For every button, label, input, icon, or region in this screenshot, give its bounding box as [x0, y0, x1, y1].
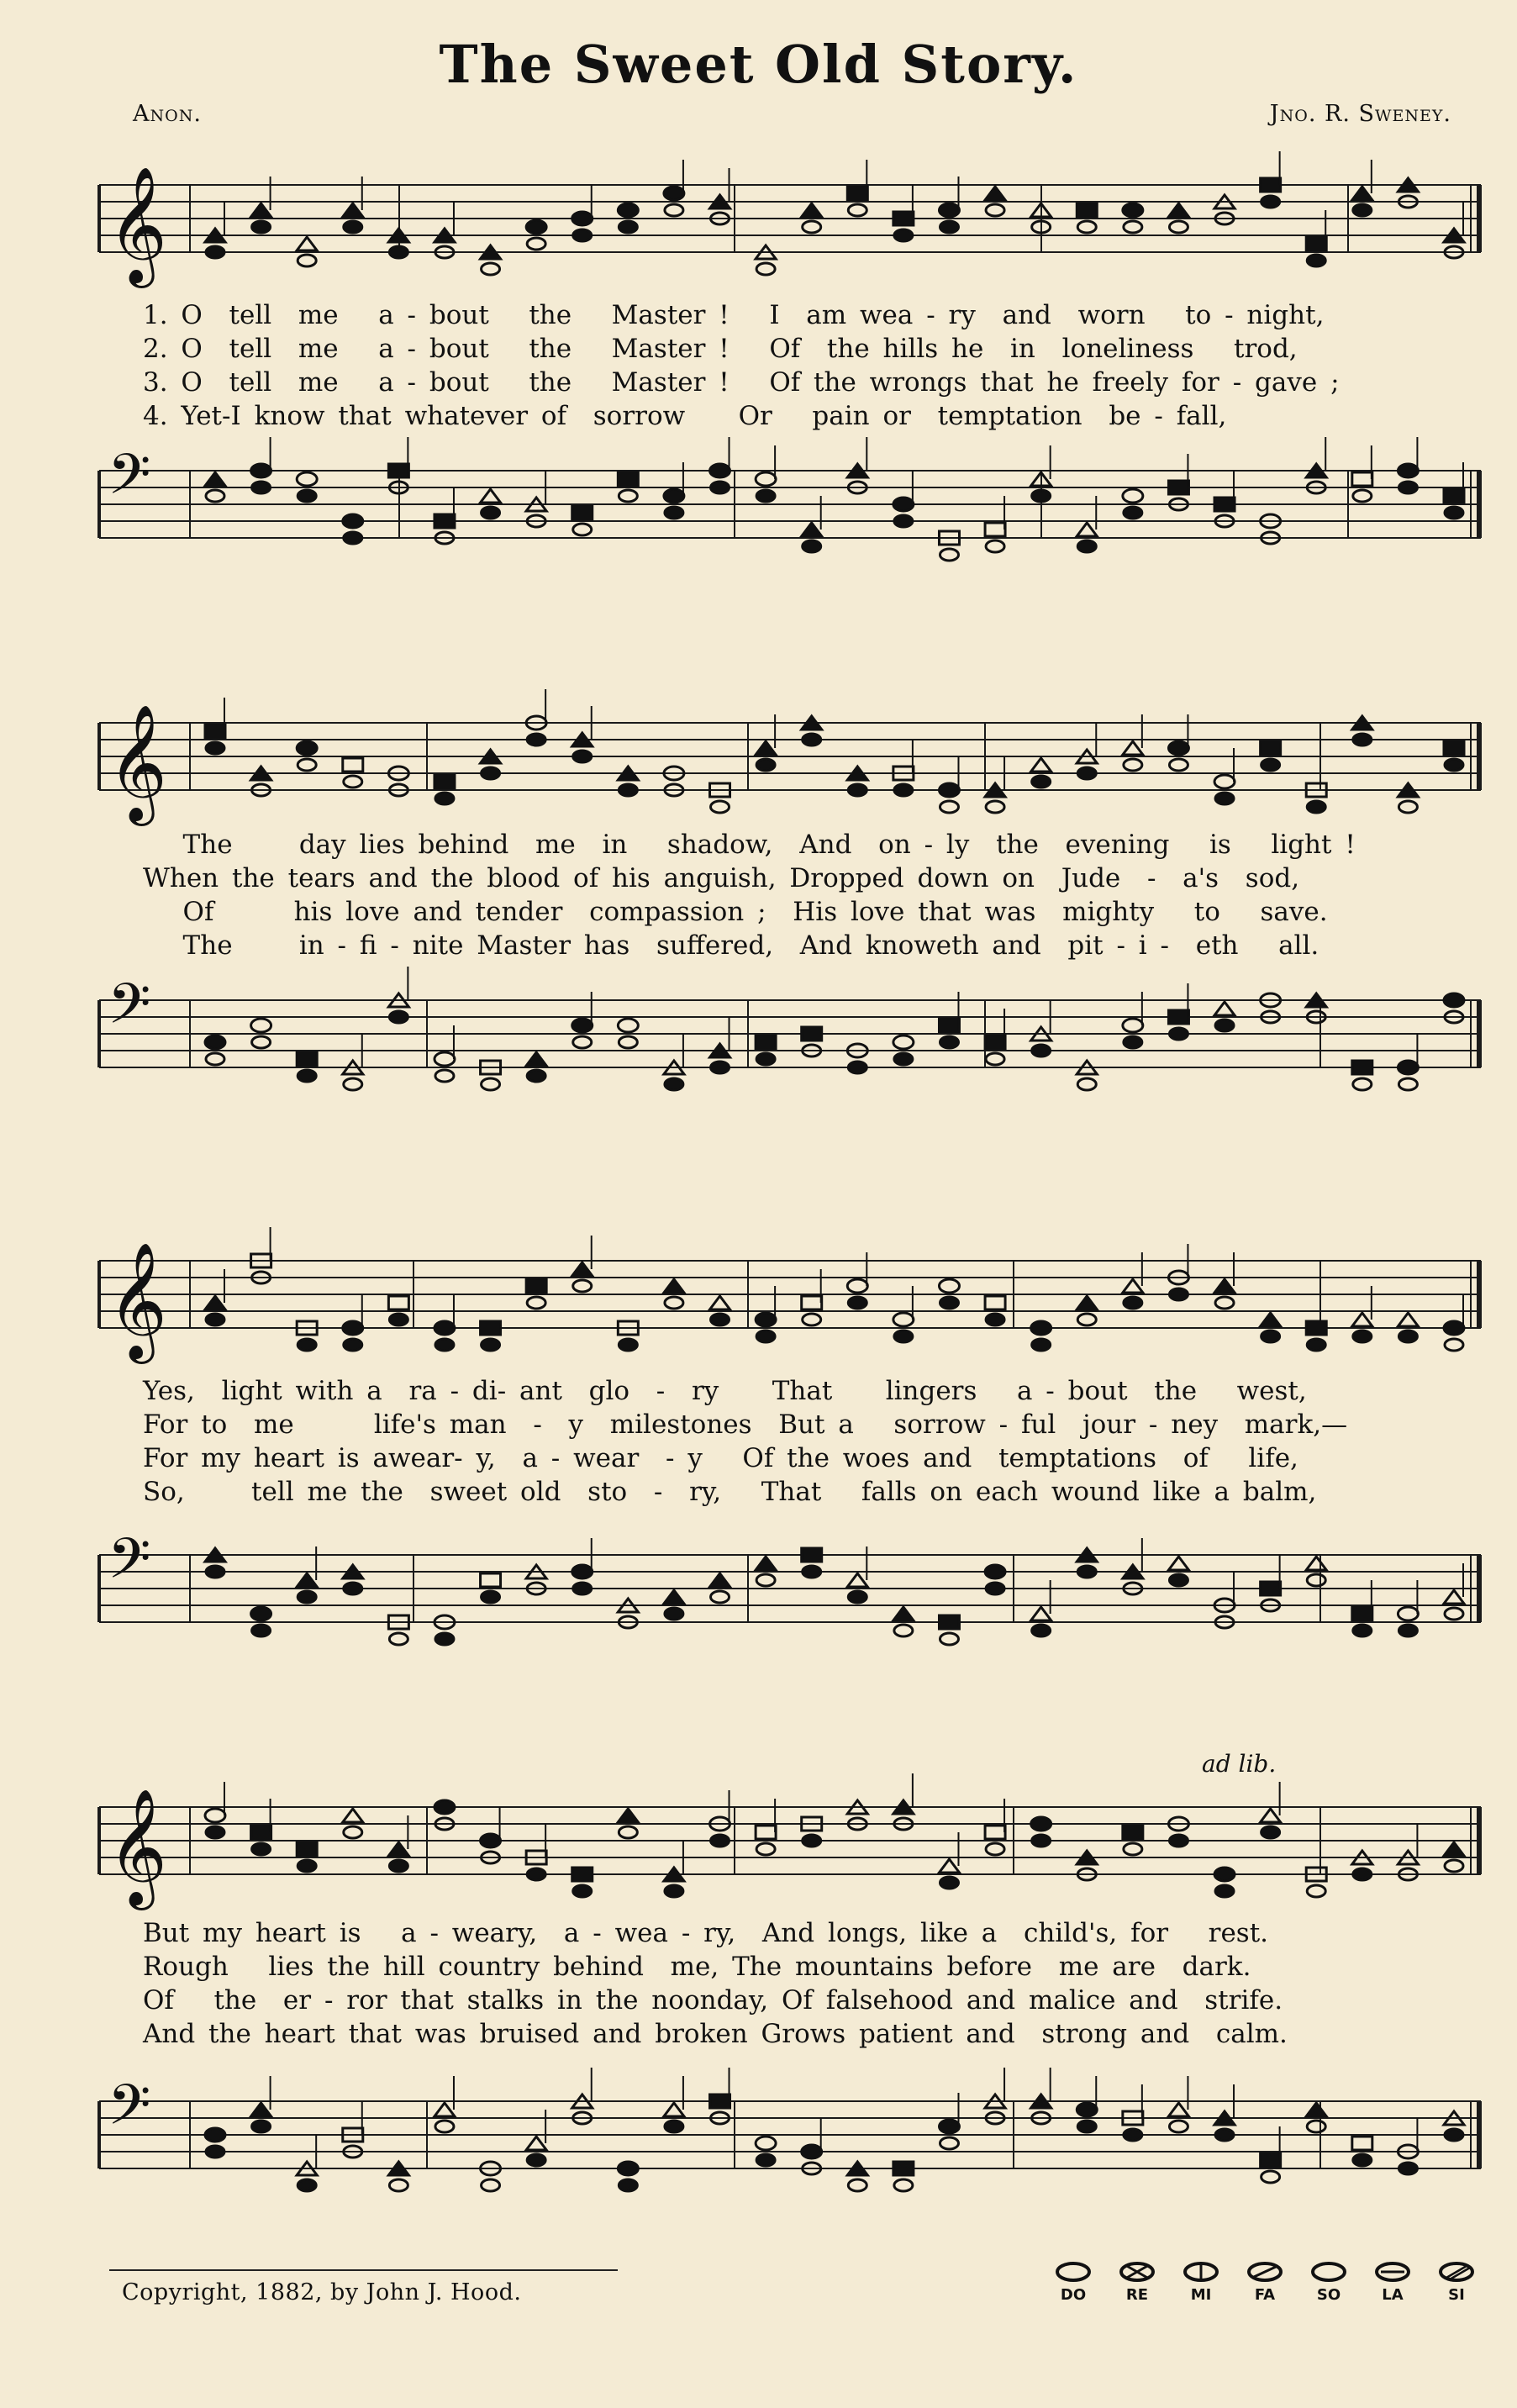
la-shape-icon — [1374, 2261, 1411, 2283]
svg-text:𝄢: 𝄢 — [108, 972, 151, 1050]
lyric-verse-2: For to me life's man - y milestones But a sorrow - ful jour - ney mark,— — [143, 1409, 1348, 1440]
solfege-label: FA — [1254, 2286, 1276, 2304]
hymn-title: The Sweet Old Story. — [439, 34, 1078, 95]
lyric-verse-3: For my heart is awear- y, a - wear - y Of the woes and temptations of life, — [143, 1443, 1298, 1473]
solfege-label: MI — [1190, 2286, 1212, 2304]
music-system-2 — [92, 672, 1488, 1126]
lyric-verse-3: Of his love and tender compassion ; His love that was mighty to save. — [143, 897, 1328, 927]
lyric-verse-1: But my heart is a - weary, a - wea - ry, And longs, like a child's, for rest. — [143, 1918, 1269, 1948]
music-system-1 — [92, 134, 1488, 588]
svg-text:𝄢: 𝄢 — [108, 442, 151, 520]
lyric-verse-4: 4. Yet-I know that whatever of sorrow Or pain or temptation be - fall, — [143, 401, 1227, 431]
solfege-label: RE — [1125, 2286, 1149, 2304]
lyric-verse-2: 2. O tell me a - bout the Master ! Of the hills he in loneliness trod, — [143, 334, 1298, 364]
treble-staff — [92, 698, 1488, 840]
music-system-4 — [92, 1748, 1488, 2236]
bass-staff — [92, 1526, 1488, 1673]
svg-text:𝄢: 𝄢 — [108, 1526, 151, 1604]
lyrics-block — [143, 1916, 1488, 2051]
copyright-divider — [109, 2269, 618, 2271]
lyric-verse-2: Rough lies the hill country behind me, The mountains before me are dark. — [143, 1952, 1251, 1982]
solfege-label: LA — [1382, 2286, 1404, 2304]
solfege-label: DO — [1060, 2286, 1087, 2304]
re-shape-icon — [1119, 2261, 1156, 2283]
lyrics-block — [143, 298, 1488, 433]
so-shape-icon — [1310, 2261, 1347, 2283]
do-shape-icon — [1055, 2261, 1092, 2283]
solfege-si — [1430, 2261, 1483, 2304]
svg-text:𝄞: 𝄞 — [108, 166, 167, 283]
music-system-3 — [92, 1210, 1488, 1698]
lyrics-block — [143, 828, 1488, 962]
lyric-verse-1: The day lies behind me in shadow, And on - ly the evening is light ! — [143, 830, 1356, 860]
lyric-verse-1: 1. O tell me a - bout the Master ! I am wea - ry and worn to - night, — [143, 300, 1325, 330]
solfege-fa — [1238, 2261, 1292, 2304]
svg-text:𝄞: 𝄞 — [108, 704, 167, 821]
solfege-label: SI — [1448, 2286, 1465, 2304]
lyric-verse-1: Yes, light with a ra - di- ant glo - ry That lingers a - bout the west, — [143, 1376, 1307, 1406]
si-shape-icon — [1438, 2261, 1475, 2283]
treble-staff — [92, 1782, 1488, 1925]
copyright-notice: Copyright, 1882, by John J. Hood. — [122, 2279, 522, 2305]
mi-shape-icon — [1183, 2261, 1219, 2283]
solfege-so — [1302, 2261, 1356, 2304]
solfege-legend — [1046, 2261, 1483, 2304]
treble-staff — [92, 160, 1488, 303]
lyric-verse-4: The in - fi - nite Master has suffered, And knoweth and pit - i - eth all. — [143, 930, 1319, 961]
solfege-label: SO — [1316, 2286, 1341, 2304]
solfege-mi — [1174, 2261, 1228, 2304]
lyricist-credit: Anon. — [133, 101, 202, 127]
bass-staff — [92, 2073, 1488, 2219]
ad-lib-marking: ad lib. — [1202, 1750, 1277, 1778]
lyric-verse-4: And the heart that was bruised and broken Grows patient and strong and calm. — [143, 2019, 1288, 2049]
solfege-do — [1046, 2261, 1100, 2304]
lyric-verse-3: Of the er - ror that stalks in the noonday, Of falsehood and malice and strife. — [143, 1985, 1283, 2015]
treble-staff — [92, 1236, 1488, 1378]
solfege-re — [1110, 2261, 1164, 2304]
bass-staff — [92, 442, 1488, 588]
lyric-verse-4: So, tell me the sweet old sto - ry, That falls on each wound like a balm, — [143, 1477, 1317, 1507]
svg-text:𝄢: 𝄢 — [108, 2073, 151, 2151]
svg-text:𝄞: 𝄞 — [108, 1242, 167, 1359]
lyric-verse-2: When the tears and the blood of his anguish, Dropped down on Jude - a's sod, — [143, 863, 1300, 893]
lyric-verse-3: 3. O tell me a - bout the Master ! Of the wrongs that he freely for - gave ; — [143, 367, 1340, 398]
svg-text:𝄞: 𝄞 — [108, 1789, 167, 1905]
lyrics-block — [143, 1374, 1488, 1509]
bass-staff — [92, 972, 1488, 1118]
composer-credit: Jno. R. Sweney. — [1269, 101, 1451, 127]
fa-shape-icon — [1246, 2261, 1283, 2283]
solfege-la — [1366, 2261, 1420, 2304]
